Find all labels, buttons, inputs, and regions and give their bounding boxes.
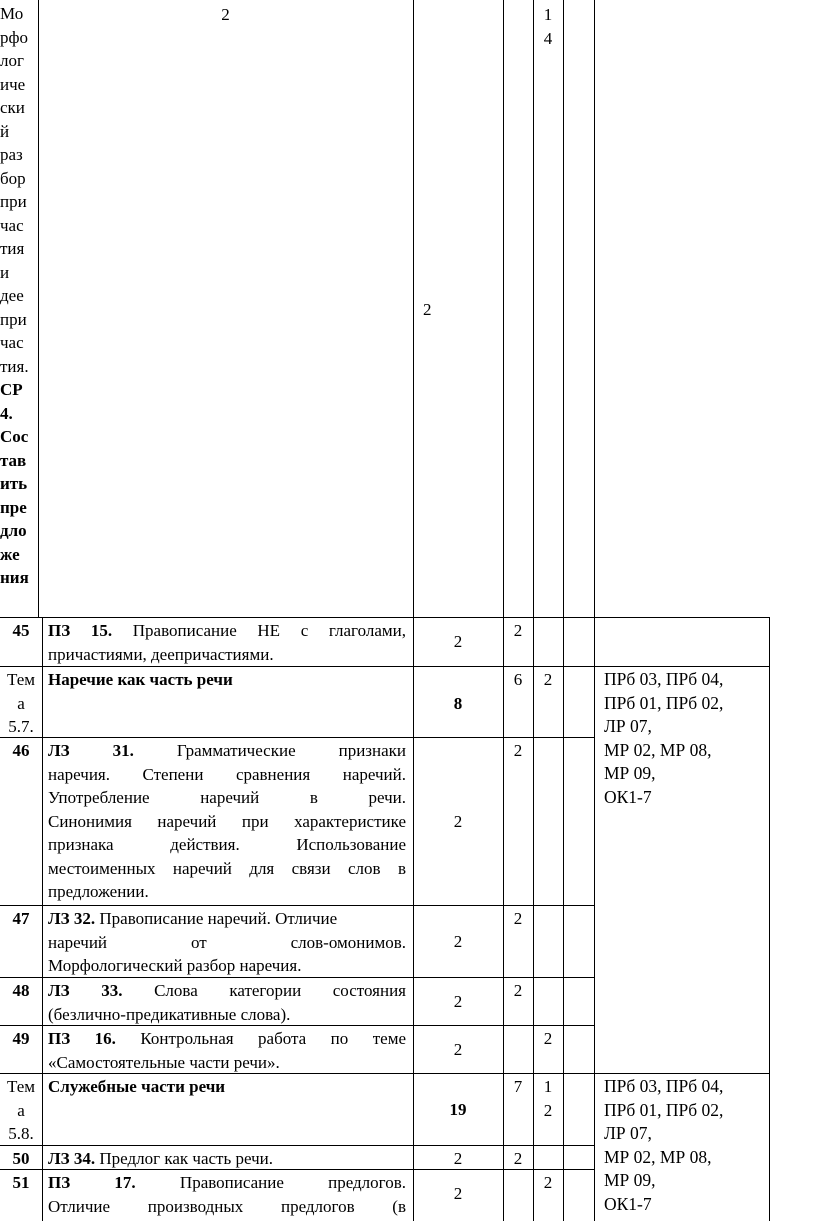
- row-hours: 2: [453, 932, 463, 951]
- topic-hours: 8: [453, 694, 463, 713]
- competencies: [604, 1075, 764, 1216]
- v-line-bold: же: [0, 544, 20, 564]
- v-line: иче: [0, 74, 26, 94]
- topic-num-line: а: [17, 693, 25, 713]
- topic-title: Служебные части речи: [48, 1077, 226, 1096]
- row-number: 49: [12, 1029, 30, 1048]
- row-hours: 2: [453, 1184, 463, 1203]
- row-col2: 2: [543, 1029, 553, 1048]
- v-line-bold: тав: [0, 450, 27, 470]
- row-title: ПЗ 16.: [48, 1029, 116, 1048]
- comp-line: ОК1-7: [604, 786, 652, 807]
- v-line: при: [0, 309, 27, 329]
- topic-num-line: Тем: [6, 1077, 36, 1096]
- v-line: при: [0, 192, 27, 211]
- topic-number: [0, 668, 42, 739]
- row-line: (безлично-предикативные слова).: [48, 1004, 291, 1024]
- row-desc: [48, 619, 406, 666]
- row-line: предложении.: [48, 882, 149, 901]
- row-line: Отличие производных предлогов (в: [48, 1196, 406, 1216]
- comp-line: МР 02, МР 08,: [604, 1146, 712, 1167]
- v-line-bold: пре: [0, 497, 27, 517]
- topic-col1: 7: [513, 1077, 523, 1096]
- hours-top: 2: [221, 5, 230, 24]
- topic-num-line: Тем: [6, 670, 36, 689]
- row-line: Употребление наречий в речи.: [48, 788, 406, 807]
- row-line: Предлог как часть речи.: [99, 1149, 273, 1168]
- v-line-bold: ния: [0, 568, 29, 587]
- col-b-digit: 4: [543, 28, 553, 48]
- v-line: й: [0, 121, 10, 141]
- v-line-bold: ить: [0, 474, 28, 493]
- comp-line: МР 02, МР 08,: [604, 739, 712, 760]
- topic-title: Наречие как часть речи: [48, 670, 233, 689]
- row-desc: [48, 1171, 406, 1218]
- row-col1: 2: [513, 981, 523, 1000]
- col-a-digit: 1: [543, 5, 553, 24]
- topic-col2-line: 2: [543, 1100, 553, 1120]
- row-number: 46: [12, 741, 30, 760]
- hours-mid: 2: [423, 300, 432, 319]
- row-line: Слова категории состояния: [154, 981, 406, 1000]
- topic-num-line: а: [17, 1100, 25, 1120]
- v-line: тия: [0, 239, 25, 258]
- row-title: ЛЗ 33.: [48, 981, 123, 1000]
- topic-col2-line: 1: [543, 1077, 553, 1096]
- row-title: ЛЗ 31.: [48, 741, 134, 760]
- row-title: ЛЗ 32.: [48, 909, 96, 928]
- left-vertical-text: [0, 2, 38, 590]
- row-line: местоименных наречий для связи слов в: [48, 858, 406, 878]
- col-a-values: [533, 3, 563, 50]
- topic-num-line: 5.7.: [8, 717, 34, 736]
- row-desc: [48, 1027, 406, 1074]
- v-line: час: [0, 333, 24, 352]
- row-col2: 2: [543, 1173, 553, 1192]
- row-line: Грамматические признаки: [176, 741, 407, 760]
- row-number: 45: [12, 621, 30, 640]
- row-line: Контрольная работа по теме: [140, 1029, 407, 1048]
- v-line-bold: 4.: [0, 403, 13, 423]
- row-hours: 2: [453, 632, 463, 651]
- comp-line: МР 09,: [604, 763, 656, 783]
- row-col1: 2: [513, 909, 523, 928]
- row-col1: 2: [513, 741, 523, 760]
- comp-line: ПРб 01, ПРб 02,: [604, 1099, 724, 1120]
- row-line: Правописание НЕ с глаголами,: [132, 621, 406, 640]
- row-title: ПЗ 15.: [48, 621, 113, 640]
- v-line: час: [0, 215, 24, 235]
- row-desc: [48, 739, 406, 904]
- row-line: Морфологический разбор наречия.: [48, 956, 302, 975]
- v-line: бор: [0, 168, 26, 188]
- row-number: 51: [12, 1173, 30, 1192]
- topic-hours: 19: [449, 1100, 467, 1119]
- row-line: Синонимия наречий при характеристике: [48, 811, 406, 831]
- row-hours: 2: [453, 812, 463, 831]
- topic-col2: [533, 1075, 563, 1122]
- row-hours: 2: [453, 992, 463, 1011]
- row-desc: [48, 907, 406, 978]
- comp-line: ЛР 07,: [604, 716, 652, 736]
- topic-col2: 2: [543, 670, 553, 689]
- row-number: 48: [12, 981, 30, 1000]
- comp-line: ЛР 07,: [604, 1123, 652, 1143]
- row-title: ПЗ 17.: [48, 1173, 136, 1192]
- row-line: «Самостоятельные части речи».: [48, 1052, 280, 1072]
- comp-line: МР 09,: [604, 1170, 656, 1190]
- row-line: причастиями, деепричастиями.: [48, 644, 274, 664]
- row-title: ЛЗ 34.: [48, 1149, 96, 1168]
- v-line-bold: СР: [0, 380, 23, 399]
- comp-line: ОК1-7: [604, 1193, 652, 1214]
- v-line: и: [0, 262, 10, 282]
- row-line: Правописание наречий. Отличие: [99, 909, 338, 928]
- row-line: признака действия. Использование: [48, 835, 406, 854]
- row-desc: [48, 979, 406, 1026]
- comp-line: ПРб 03, ПРб 04,: [604, 1076, 724, 1096]
- row-hours: 2: [453, 1040, 463, 1059]
- v-line-bold: Сос: [0, 427, 29, 446]
- row-col1: 2: [513, 621, 523, 640]
- competencies: [604, 668, 764, 809]
- row-line: наречия. Степени сравнения наречий.: [48, 764, 406, 784]
- v-line-bold: дло: [0, 521, 27, 540]
- row-desc: [48, 1147, 406, 1171]
- v-line: рфо: [0, 27, 29, 47]
- topic-num-line: 5.8.: [8, 1124, 34, 1143]
- v-line: ски: [0, 98, 25, 117]
- row-line: наречий от слов-омонимов.: [48, 932, 406, 952]
- comp-line: ПРб 03, ПРб 04,: [604, 669, 724, 689]
- row-col1: 2: [513, 1149, 523, 1168]
- v-line: Мо: [0, 4, 24, 23]
- v-line: лог: [0, 51, 24, 70]
- v-line: тия.: [0, 356, 29, 376]
- comp-line: ПРб 01, ПРб 02,: [604, 692, 724, 713]
- row-hours: 2: [453, 1149, 463, 1168]
- row-number: 50: [12, 1149, 30, 1168]
- topic-number: [0, 1075, 42, 1146]
- v-line: раз: [0, 145, 23, 164]
- row-number: 47: [12, 909, 30, 928]
- v-line: дее: [0, 286, 24, 305]
- row-line: Правописание предлогов.: [179, 1173, 406, 1192]
- topic-col1: 6: [513, 670, 523, 689]
